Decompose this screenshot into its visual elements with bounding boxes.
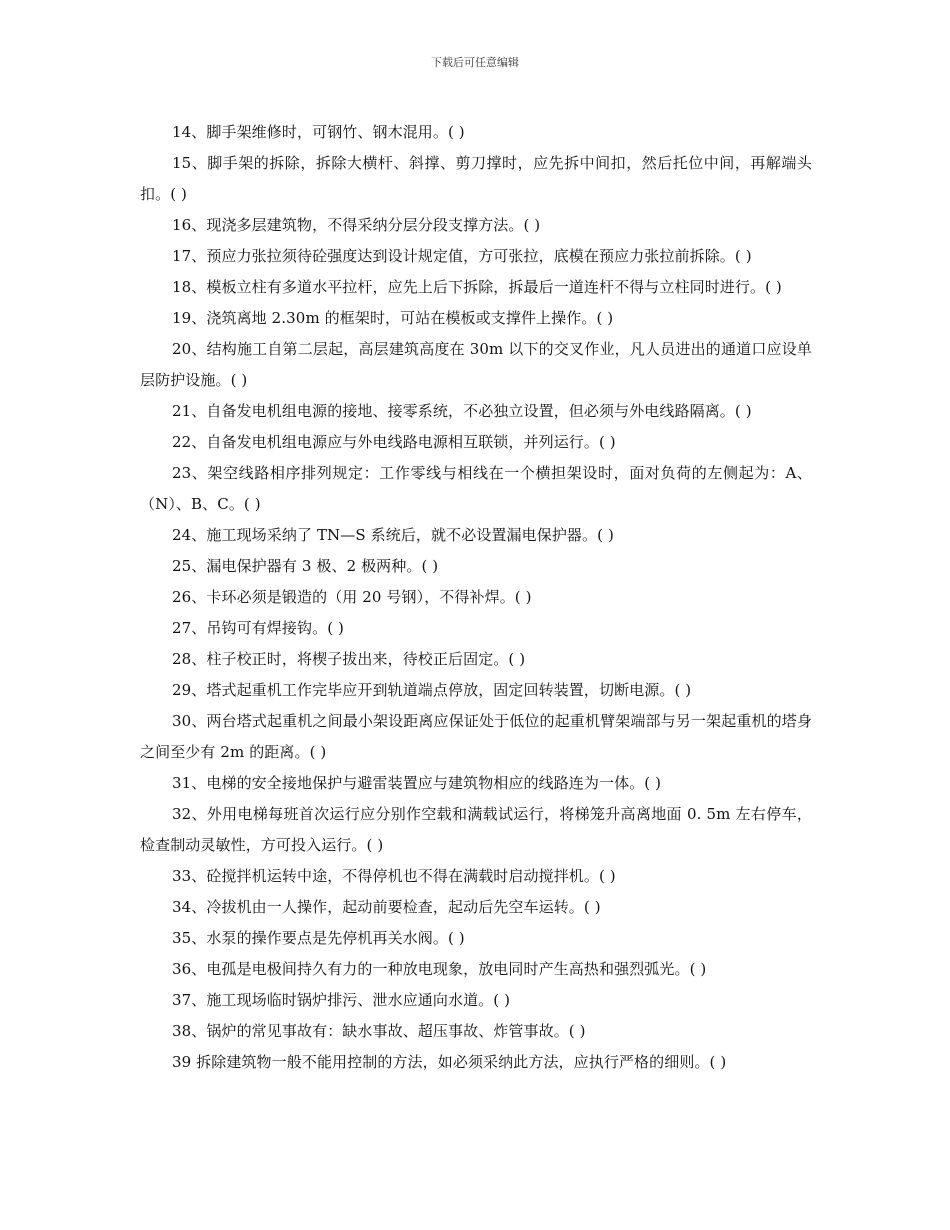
question-item: 20、结构施工自第二层起，高层建筑高度在 30m 以下的交叉作业，凡人员进出的通道口应设单层防护设施。( ) [140,340,812,389]
question-item: 34、冷拔机由一人操作，起动前要检查，起动后先空车运转。( ) [172,898,601,916]
question-item: 27、吊钩可有焊接钩。( ) [172,619,344,637]
question-item: 29、塔式起重机工作完毕应开到轨道端点停放，固定回转装置，切断电源。( ) [172,681,692,699]
question-item: 22、自备发电机组电源应与外电线路电源相互联锁，并列运行。( ) [172,433,616,451]
question-item: 15、脚手架的拆除，拆除大横杆、斜撑、剪刀撑时，应先拆中间扣，然后托位中间，再解端头扣。( ) [140,154,812,203]
question-item: 31、电梯的安全接地保护与避雷装置应与建筑物相应的线路连为一体。( ) [172,774,662,792]
question-item: 16、现浇多层建筑物，不得采纳分层分段支撑方法。( ) [172,216,541,234]
question-item: 35、水泵的操作要点是先停机再关水阀。( ) [172,929,465,947]
question-item: 36、电孤是电极间持久有力的一种放电现象，放电同时产生高热和强烈弧光。( ) [172,960,707,978]
question-item: 30、两台塔式起重机之间最小架设距离应保证处于低位的起重机臂架端部与另一架起重机的塔身之间至少有 2m 的距离。( ) [140,712,812,761]
question-item: 28、柱子校正时，将楔子拔出来，待校正后固定。( ) [172,650,526,668]
question-item: 39 拆除建筑物一般不能用控制的方法，如必须采纳此方法，应执行严格的细则。( ) [172,1053,727,1071]
question-item: 38、锅炉的常见事故有：缺水事故、超压事故、炸管事故。( ) [172,1022,586,1040]
question-item: 26、卡环必须是锻造的（用 20 号钢），不得补焊。( ) [172,588,532,606]
question-item: 19、浇筑离地 2.30m 的框架时，可站在模板或支撑件上操作。( ) [172,309,614,327]
question-list [140,117,812,1078]
question-item: 17、预应力张拉须待砼强度达到设计规定值，方可张拉，底模在预应力张拉前拆除。( ) [172,247,752,265]
question-item: 32、外用电梯每班首次运行应分别作空载和满载试运行，将梯笼升高离地面 0. 5m 左右停车，检查制动灵敏性，方可投入运行。( ) [140,805,812,854]
question-item: 25、漏电保护器有 3 极、2 极两种。( ) [172,557,439,575]
question-item: 24、施工现场采纳了 TN—S 系统后，就不必设置漏电保护器。( ) [172,526,614,544]
question-item: 14、脚手架维修时，可钢竹、钢木混用。( ) [172,123,465,141]
question-item: 18、模板立柱有多道水平拉杆，应先上后下拆除，拆最后一道连杆不得与立柱同时进行。( ) [172,278,782,296]
question-item: 21、自备发电机组电源的接地、接零系统，不必独立设置，但必须与外电线路隔离。( ) [172,402,752,420]
page-header-note: 下载后可任意编辑 [431,56,519,69]
question-item: 37、施工现场临时锅炉排污、泄水应通向水道。( ) [172,991,511,1009]
question-item: 23、架空线路相序排列规定：工作零线与相线在一个横担架设时，面对负荷的左侧起为：A、（N）、B、C。( ) [140,464,812,513]
question-item: 33、砼搅拌机运转中途，不得停机也不得在满载时启动搅拌机。( ) [172,867,616,885]
